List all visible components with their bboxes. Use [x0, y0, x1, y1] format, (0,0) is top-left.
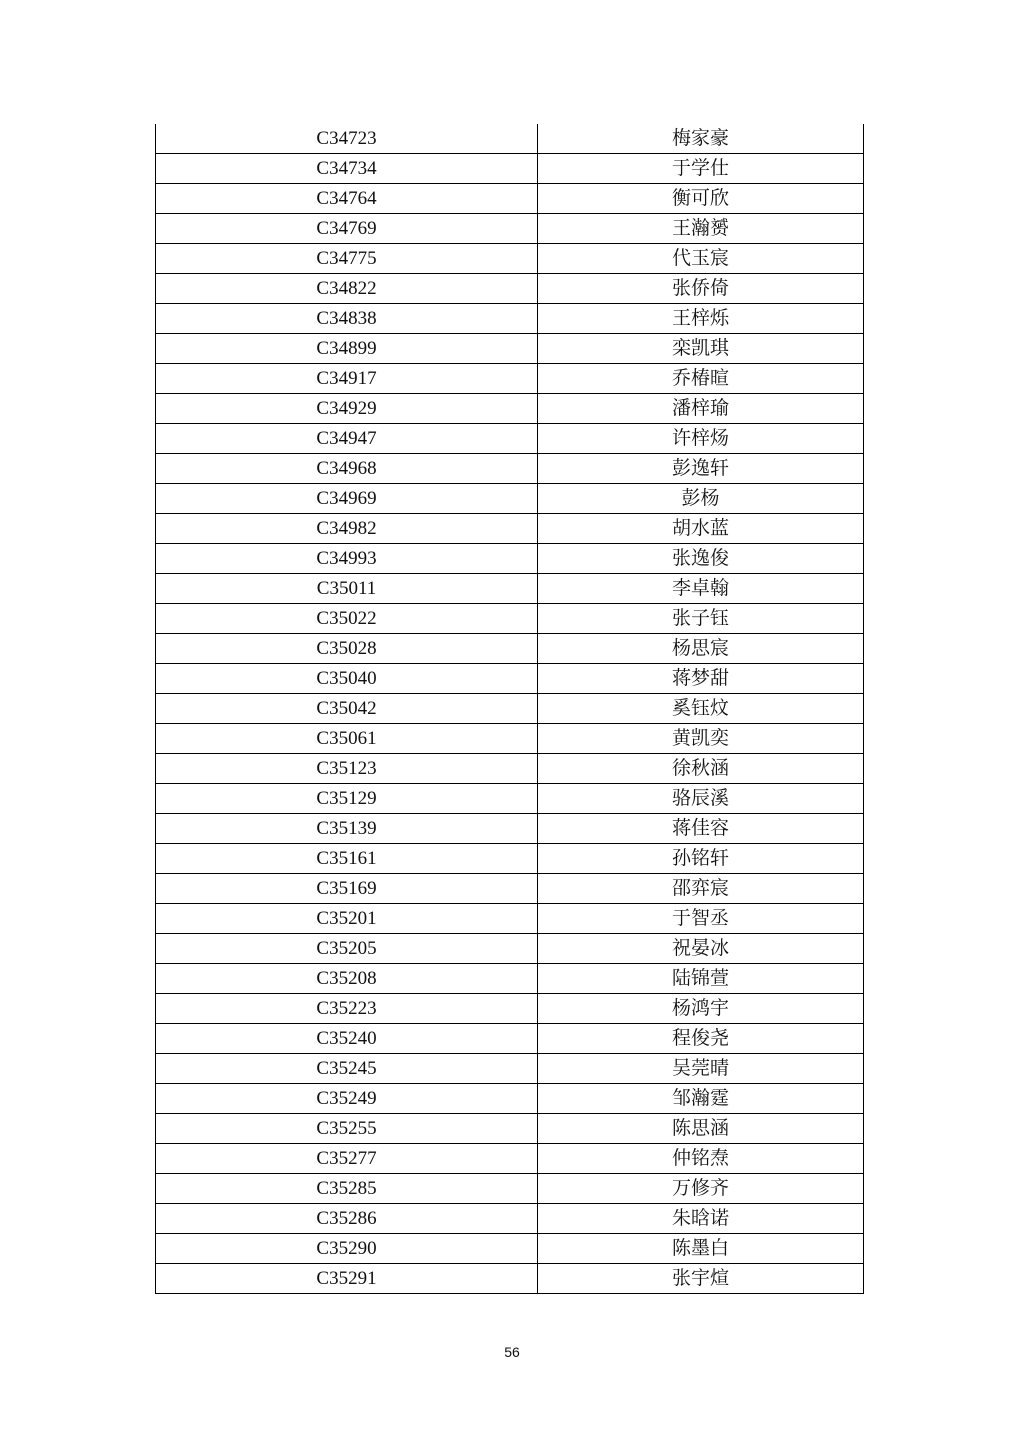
name-cell: 代玉宸: [538, 244, 864, 274]
id-cell: C34917: [156, 364, 538, 394]
table-row: [156, 694, 864, 724]
table-row: [156, 154, 864, 184]
id-cell: C35208: [156, 964, 538, 994]
table-row: [156, 1204, 864, 1234]
id-cell: C35123: [156, 754, 538, 784]
table-row: [156, 214, 864, 244]
table-row: [156, 304, 864, 334]
table-row: [156, 124, 864, 154]
name-cell: 邵弈宸: [538, 874, 864, 904]
id-cell: C35291: [156, 1264, 538, 1294]
id-cell: C34764: [156, 184, 538, 214]
roster-table: [155, 124, 864, 1294]
name-cell: 彭杨: [538, 484, 864, 514]
id-cell: C35040: [156, 664, 538, 694]
table-row: [156, 1024, 864, 1054]
id-cell: C35249: [156, 1084, 538, 1114]
table-row: [156, 1264, 864, 1294]
table-row: [156, 1054, 864, 1084]
table-row: [156, 604, 864, 634]
table-row: [156, 1114, 864, 1144]
name-cell: 吴莞晴: [538, 1054, 864, 1084]
name-cell: 邹瀚霆: [538, 1084, 864, 1114]
table-row: [156, 874, 864, 904]
table-row: [156, 1234, 864, 1264]
table-row: [156, 484, 864, 514]
name-cell: 奚钰炆: [538, 694, 864, 724]
name-cell: 李卓翰: [538, 574, 864, 604]
table-row: [156, 274, 864, 304]
name-cell: 程俊尧: [538, 1024, 864, 1054]
id-cell: C34769: [156, 214, 538, 244]
name-cell: 潘梓瑜: [538, 394, 864, 424]
table-row: [156, 514, 864, 544]
id-cell: C35139: [156, 814, 538, 844]
id-cell: C35245: [156, 1054, 538, 1084]
name-cell: 于智丞: [538, 904, 864, 934]
name-cell: 陆锦萱: [538, 964, 864, 994]
name-cell: 仲铭焘: [538, 1144, 864, 1174]
id-cell: C35285: [156, 1174, 538, 1204]
name-cell: 栾凯琪: [538, 334, 864, 364]
name-cell: 杨思宸: [538, 634, 864, 664]
table-row: [156, 934, 864, 964]
name-cell: 于学仕: [538, 154, 864, 184]
table-row: [156, 664, 864, 694]
id-cell: C35286: [156, 1204, 538, 1234]
table-row: [156, 184, 864, 214]
table-row: [156, 574, 864, 604]
table-row: [156, 1174, 864, 1204]
id-cell: C34822: [156, 274, 538, 304]
name-cell: 衡可欣: [538, 184, 864, 214]
id-cell: C34947: [156, 424, 538, 454]
table-row: [156, 1084, 864, 1114]
name-cell: 张侨倚: [538, 274, 864, 304]
table-row: [156, 814, 864, 844]
name-cell: 孙铭轩: [538, 844, 864, 874]
name-cell: 杨鸿宇: [538, 994, 864, 1024]
table-row: [156, 994, 864, 1024]
name-cell: 徐秋涵: [538, 754, 864, 784]
table-row: [156, 904, 864, 934]
table-row: [156, 364, 864, 394]
name-cell: 陈思涵: [538, 1114, 864, 1144]
table-row: [156, 334, 864, 364]
id-cell: C34734: [156, 154, 538, 184]
table-row: [156, 784, 864, 814]
page-number: 56: [504, 1344, 520, 1360]
table-row: [156, 724, 864, 754]
id-cell: C35129: [156, 784, 538, 814]
id-cell: C35011: [156, 574, 538, 604]
id-cell: C35061: [156, 724, 538, 754]
id-cell: C34899: [156, 334, 538, 364]
name-cell: 蒋梦甜: [538, 664, 864, 694]
name-cell: 朱晗诺: [538, 1204, 864, 1234]
id-cell: C35290: [156, 1234, 538, 1264]
name-cell: 万修齐: [538, 1174, 864, 1204]
name-cell: 梅家豪: [538, 124, 864, 154]
name-cell: 骆辰溪: [538, 784, 864, 814]
name-cell: 胡水蓝: [538, 514, 864, 544]
table-row: [156, 844, 864, 874]
table-row: [156, 1144, 864, 1174]
roster-table-body: [156, 124, 864, 1294]
name-cell: 王梓烁: [538, 304, 864, 334]
name-cell: 蒋佳容: [538, 814, 864, 844]
name-cell: 祝晏冰: [538, 934, 864, 964]
name-cell: 张逸俊: [538, 544, 864, 574]
id-cell: C35205: [156, 934, 538, 964]
id-cell: C34775: [156, 244, 538, 274]
table-row: [156, 964, 864, 994]
name-cell: 张子钰: [538, 604, 864, 634]
id-cell: C35223: [156, 994, 538, 1024]
name-cell: 彭逸轩: [538, 454, 864, 484]
id-cell: C35169: [156, 874, 538, 904]
id-cell: C34723: [156, 124, 538, 154]
id-cell: C35240: [156, 1024, 538, 1054]
name-cell: 陈墨白: [538, 1234, 864, 1264]
id-cell: C34968: [156, 454, 538, 484]
id-cell: C35022: [156, 604, 538, 634]
id-cell: C35201: [156, 904, 538, 934]
table-row: [156, 244, 864, 274]
id-cell: C35277: [156, 1144, 538, 1174]
name-cell: 张宇煊: [538, 1264, 864, 1294]
id-cell: C34838: [156, 304, 538, 334]
id-cell: C34969: [156, 484, 538, 514]
id-cell: C34929: [156, 394, 538, 424]
table-row: [156, 394, 864, 424]
id-cell: C34982: [156, 514, 538, 544]
id-cell: C35161: [156, 844, 538, 874]
id-cell: C34993: [156, 544, 538, 574]
table-row: [156, 754, 864, 784]
name-cell: 王瀚赟: [538, 214, 864, 244]
id-cell: C35028: [156, 634, 538, 664]
table-row: [156, 634, 864, 664]
name-cell: 许梓炀: [538, 424, 864, 454]
name-cell: 乔椿暄: [538, 364, 864, 394]
id-cell: C35255: [156, 1114, 538, 1144]
name-cell: 黄凯奕: [538, 724, 864, 754]
table-row: [156, 424, 864, 454]
table-row: [156, 544, 864, 574]
table-row: [156, 454, 864, 484]
id-cell: C35042: [156, 694, 538, 724]
